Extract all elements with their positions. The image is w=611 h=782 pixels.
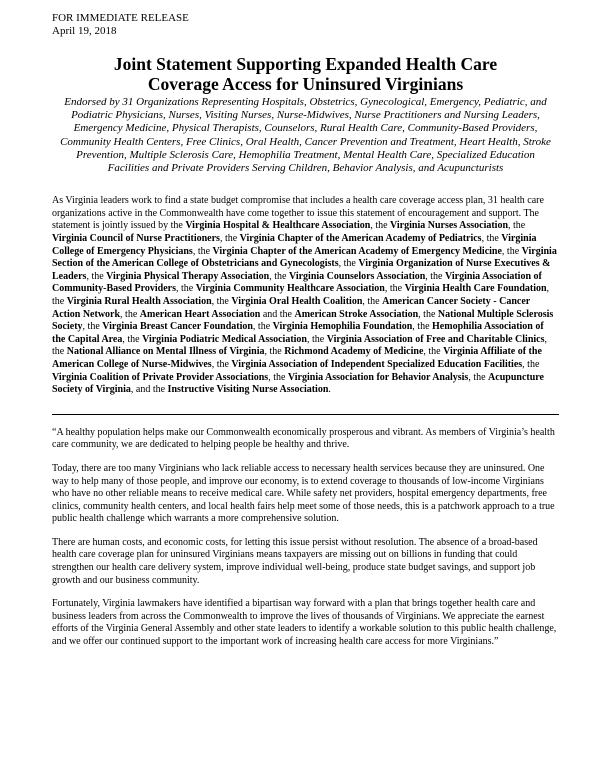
organization-name: Virginia Community Healthcare Association <box>195 283 385 295</box>
list-connector: , the <box>52 333 547 358</box>
list-connector: , the <box>468 371 489 383</box>
list-connector: , and the <box>130 384 168 396</box>
organization-name: National Alliance on Mental Illness of Virginia <box>66 346 265 358</box>
title-line-1: Joint Statement Supporting Expanded Health Care <box>113 54 498 74</box>
organization-name: Virginia Hospital & Healthcare Association <box>185 220 371 232</box>
list-connector: , the <box>264 346 285 358</box>
section-divider <box>52 414 559 415</box>
organization-name: Virginia Breast Cancer Foundation <box>102 321 253 333</box>
endorsement-subtitle: Endorsed by 31 Organizations Representing Hospitals, Obstetrics, Gynecological, Emergency, Pediatric, and Podiatric Physicians, Nurses, Visiting Nurses, Nurse-Midwives, Nurse Practitioners and Nursing Leaders, Emergency Medicine, Physical Therapists, Counselors, Rural Health Care, Community-Based Providers, Community Health Centers, Free Clinics, Oral Health, Cancer Prevention and Treatment, Heart Health, Stroke Prevention, Multiple Sclerosis Care, Hemophilia Treatment, Mental Health Care, Specialized Education Facilities and Private Providers Serving Children, Behavior Analysis, and Acupuncturists <box>60 96 551 175</box>
organization-name: Virginia Hemophilia Foundation <box>272 321 413 333</box>
list-connector: , the <box>268 371 288 383</box>
list-connector: , the <box>412 321 433 333</box>
list-connector: . <box>328 384 331 396</box>
statement-body <box>52 427 559 649</box>
list-connector: , the <box>338 258 359 270</box>
organization-name: Virginia Association of Independent Specialized Education Facilities <box>231 358 523 370</box>
list-connector: , the <box>522 358 540 370</box>
statement-paragraph: There are human costs, and economic costs, for letting this issue persist without resolution. The absence of a broad-based health care coverage plan for uninsured Virginians means taxpayers are missing out on billions in funding that could strengthen our health care delivery system, improve individual well-being, produce state budget savings, and support job growth and our business community. <box>52 536 538 586</box>
organization-name: National Multiple Sclerosis Society <box>52 308 554 333</box>
list-connector: , the <box>122 333 143 345</box>
organization-name: Virginia Association for Behavior Analysis <box>287 371 469 383</box>
list-connector: , the <box>425 270 445 282</box>
list-connector: , the <box>192 245 213 257</box>
list-connector: , the <box>269 270 289 282</box>
list-connector: , the <box>82 321 103 333</box>
release-date: April 19, 2018 <box>52 25 117 37</box>
statement-paragraph: “A healthy population helps make our Commonwealth economically prosperous and vibrant. As members of Virginia’s health care community, we are dedicated to helping people be healthy and thrive. <box>52 426 555 451</box>
organization-name: Acupuncture Society of Virginia <box>52 371 544 396</box>
organization-name: Virginia Coalition of Private Provider Associations <box>52 371 269 383</box>
list-connector: and the <box>260 308 295 320</box>
page-title <box>52 54 559 94</box>
organization-name: Hemophilia Association of the Capital Area <box>52 321 544 345</box>
release-label: FOR IMMEDIATE RELEASE <box>52 12 189 24</box>
list-connector: , the <box>501 245 522 257</box>
statement-paragraph: Today, there are too many Virginians who lack reliable access to necessary health services because they are uninsured. One way to help many of those people, and improve our economy, is to extend coverage to thousands of low-income Virginians who have no other reliable means to receive medical care. While safety net providers, hospital emergency departments, free clinics, community health centers, and local health fairs help meet some of those needs, this is a patchwork approach to a true public health challenge which warrants a more comprehensive solution. <box>52 462 555 525</box>
organization-name: Virginia Section of the American College of Obstetricians and Gynecologists <box>52 245 557 270</box>
organization-name: American Cancer Society - Cancer Action Network <box>52 295 531 320</box>
list-connector: , the <box>418 308 438 320</box>
release-header <box>52 12 559 38</box>
organization-name: Virginia Organization of Nurse Executives & Leaders <box>52 258 551 282</box>
list-connector: , the <box>52 283 550 307</box>
organization-name: Richmond Academy of Medicine <box>284 346 424 358</box>
organization-name: Virginia Counselors Association <box>288 270 426 282</box>
list-connector: , the <box>481 233 502 244</box>
list-connector: , the <box>120 308 140 320</box>
organization-name: American Stroke Association <box>294 308 419 320</box>
organization-name: Virginia Physical Therapy Association <box>106 270 270 282</box>
organization-name: Virginia Chapter of the American Academy of Pediatrics <box>239 233 482 244</box>
organization-name: Virginia Affiliate of the American College of Nurse-Midwives <box>52 346 542 370</box>
title-line-2: Coverage Access for Uninsured Virginians <box>147 74 464 94</box>
organization-name: Virginia Association of Free and Charitable Clinics <box>326 333 545 345</box>
organization-name: Instructive Visiting Nurse Association <box>167 384 329 396</box>
list-connector: , the <box>219 233 240 244</box>
organization-name: Virginia Podiatric Medical Association <box>142 333 307 345</box>
statement-paragraph: Fortunately, Virginia lawmakers have identified a bipartisan way forward with a plan that brings together health care and business leaders from across the Commonwealth to improve the lives of thousands of Virginians. We appreciate the earnest efforts of the Virginia General Assembly and other state leaders to identify a workable solution to this public health challenge, and we offer our continued support to the important work of increasing health care access for more Virginians.” <box>52 598 557 648</box>
organization-name: Virginia Oral Health Coalition <box>231 295 363 307</box>
organization-name: American Heart Association <box>139 308 261 320</box>
list-connector: , the <box>86 270 107 282</box>
list-connector: , the <box>175 283 196 295</box>
list-connector: , the <box>211 295 232 307</box>
organization-name: Virginia Chapter of the American Academy of Emergency Medicine <box>212 245 502 257</box>
organization-name: Virginia Nurses Association <box>390 220 509 232</box>
list-connector: , the <box>370 220 391 232</box>
intro-paragraph <box>52 195 559 397</box>
list-connector: , the <box>307 333 327 345</box>
list-connector: , the <box>252 321 273 333</box>
organization-name: Virginia Health Care Foundation <box>404 283 547 295</box>
list-connector: , the <box>211 358 232 370</box>
organization-name: Virginia College of Emergency Physicians <box>52 233 537 257</box>
list-connector: , the <box>384 283 405 295</box>
intro-lead: As Virginia leaders work to find a state budget compromise that includes a health care coverage access plan, 31 health care organizations active in the Commonwealth have come together to issue this statement of encouragement and support. The statement is jointly issued by the <box>52 195 544 232</box>
organization-name: Virginia Rural Health Association <box>66 295 212 307</box>
organization-name: Virginia Council of Nurse Practitioners <box>52 233 220 244</box>
list-connector: , the <box>362 295 383 307</box>
list-connector: , the <box>423 346 444 358</box>
list-connector: , the <box>508 220 526 232</box>
organization-name: Virginia Association of Community-Based Providers <box>52 270 542 295</box>
